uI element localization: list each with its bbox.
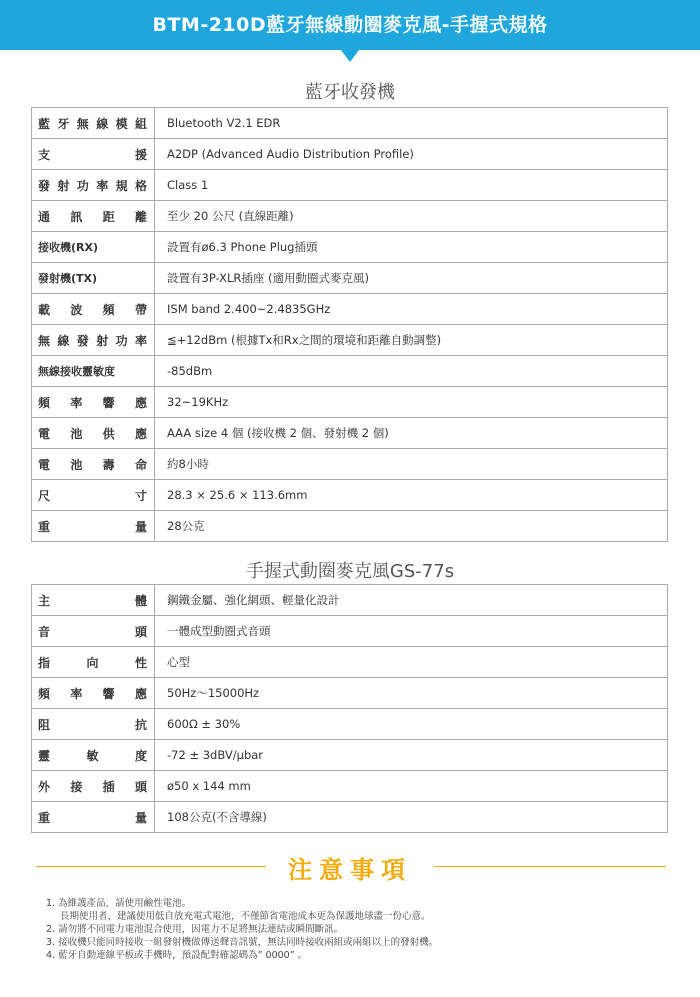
spec-value: AAA size 4 個 (接收機 2 個、發射機 2 個) — [155, 418, 668, 449]
spec-value: -85dBm — [155, 356, 668, 387]
spec-label: 載波頻帶 — [32, 294, 155, 325]
header-pointer-icon — [341, 50, 359, 62]
spec-row — [32, 170, 668, 201]
spec-row — [32, 647, 668, 678]
spec-label: 通訊距離 — [32, 201, 155, 232]
spec-label: 支援 — [32, 139, 155, 170]
spec-row — [32, 511, 668, 542]
notice-item: 4. 藍牙自動連線平板或手機時，預設配對確認碼為” 0000” 。 — [46, 950, 308, 961]
spec-value: 108公克(不含導線) — [155, 802, 668, 833]
spec-row — [32, 263, 668, 294]
spec-row — [32, 449, 668, 480]
spec-value: -72 ± 3dBV/μbar — [155, 740, 668, 771]
spec-row — [32, 616, 668, 647]
page-header-banner — [0, 0, 700, 50]
mic-spec-table — [31, 584, 668, 833]
notice-item: 1. 為維護產品，請使用鹼性電池。 — [46, 898, 192, 909]
spec-label: 藍牙無線模組 — [32, 108, 155, 139]
spec-value: A2DP (Advanced Audio Distribution Profile) — [155, 139, 668, 170]
spec-label: 重量 — [32, 511, 155, 542]
notice-title: 注意事項 — [288, 856, 412, 884]
spec-value: 設置有3P-XLR插座 (適用動圈式麥克風) — [155, 263, 668, 294]
spec-label: 電池壽命 — [32, 449, 155, 480]
spec-row — [32, 802, 668, 833]
notice-item: 3. 接收機只能同時接收一組發射機做傳送聲音訊號，無法同時接收兩組或兩組以上的發射機。 — [46, 937, 439, 948]
spec-label: 指向性 — [32, 647, 155, 678]
spec-label: 無線發射功率 — [32, 325, 155, 356]
spec-row — [32, 740, 668, 771]
spec-value: ≦+12dBm (根據Tx和Rx之間的環境和距離自動調整) — [155, 325, 668, 356]
spec-value: 設置有ø6.3 Phone Plug插頭 — [155, 232, 668, 263]
spec-row — [32, 201, 668, 232]
spec-label: 頻率響應 — [32, 678, 155, 709]
notice-item: 長期使用者，建議使用低自放充電式電池，不僅節省電池成本更為保護地球盡一份心意。 — [60, 911, 431, 922]
spec-value: 鋼鐵金屬、強化網頭、輕量化設計 — [155, 585, 668, 616]
spec-value: 至少 20 公尺 (直線距離) — [155, 201, 668, 232]
spec-row — [32, 139, 668, 170]
mic-section-title: 手握式動圈麥克風GS-77s — [245, 561, 455, 582]
spec-label: 電池供應 — [32, 418, 155, 449]
spec-label: 靈敏度 — [32, 740, 155, 771]
notice-divider-left — [36, 866, 266, 867]
spec-value: 600Ω ± 30% — [155, 709, 668, 740]
spec-label: 無線接收靈敏度 — [32, 356, 155, 387]
spec-row — [32, 771, 668, 802]
spec-value: ø50 x 144 mm — [155, 771, 668, 802]
receiver-spec-table — [31, 107, 668, 542]
spec-row — [32, 232, 668, 263]
spec-value: Bluetooth V2.1 EDR — [155, 108, 668, 139]
spec-label: 接收機(RX) — [32, 232, 155, 263]
receiver-section-title: 藍牙收發機 — [305, 82, 395, 103]
spec-label: 發射功率規格 — [32, 170, 155, 201]
spec-label: 外接插頭 — [32, 771, 155, 802]
spec-value: Class 1 — [155, 170, 668, 201]
spec-row — [32, 709, 668, 740]
page-title: BTM-210D藍牙無線動圈麥克風-手握式規格 — [152, 14, 548, 36]
spec-value: 心型 — [155, 647, 668, 678]
spec-value: ISM band 2.400~2.4835GHz — [155, 294, 668, 325]
notice-list — [46, 897, 666, 962]
spec-value: 28.3 × 25.6 × 113.6mm — [155, 480, 668, 511]
notice-divider-right — [434, 866, 666, 867]
spec-label: 阻抗 — [32, 709, 155, 740]
spec-row — [32, 418, 668, 449]
spec-value: 一體成型動圈式音頭 — [155, 616, 668, 647]
spec-label: 音頭 — [32, 616, 155, 647]
spec-row — [32, 325, 668, 356]
spec-row — [32, 294, 668, 325]
spec-row — [32, 480, 668, 511]
spec-label: 主體 — [32, 585, 155, 616]
notice-item: 2. 請勿將不同電力電池混合使用，因電力不足將無法連結或瞬間斷訊。 — [46, 924, 344, 935]
spec-value: 約8小時 — [155, 449, 668, 480]
spec-value: 28公克 — [155, 511, 668, 542]
spec-row — [32, 678, 668, 709]
spec-row — [32, 356, 668, 387]
spec-row — [32, 108, 668, 139]
spec-label: 頻率響應 — [32, 387, 155, 418]
spec-label: 尺寸 — [32, 480, 155, 511]
spec-row — [32, 585, 668, 616]
spec-label: 發射機(TX) — [32, 263, 155, 294]
spec-value: 50Hz～15000Hz — [155, 678, 668, 709]
spec-row — [32, 387, 668, 418]
spec-value: 32~19KHz — [155, 387, 668, 418]
spec-label: 重量 — [32, 802, 155, 833]
